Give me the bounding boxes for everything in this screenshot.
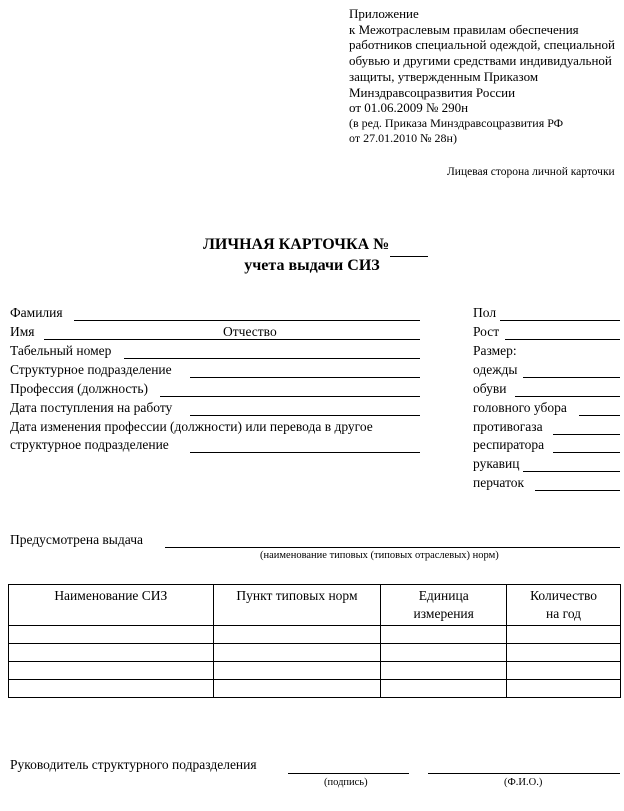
shoe-size-label: обуви: [473, 381, 507, 396]
headwear-size-field[interactable]: [579, 415, 620, 416]
full-name-field[interactable]: [428, 773, 620, 774]
table-cell[interactable]: [213, 644, 381, 662]
table-row: [9, 626, 621, 644]
gloves-size-label: перчаток: [473, 475, 525, 490]
table-cell[interactable]: [213, 662, 381, 680]
appendix-note: Приложение к Межотраслевым правилам обеспечения работников специальной одеждой, специальной обувью и другими средствами индивидуальной защиты, утвержденным Приказом Минздравсоцразвития России от 01.06.2009 № 290н: [349, 6, 615, 116]
height-label: Рост: [473, 324, 500, 339]
mittens-size-label: рукавиц: [473, 456, 520, 471]
col-header-norm-item-text: Пункт типовых норм: [236, 588, 358, 603]
table-cell[interactable]: [381, 626, 507, 644]
table-row: [9, 680, 621, 698]
table-cell[interactable]: [9, 644, 214, 662]
personnel-number-label: Табельный номер: [10, 343, 112, 358]
sex-field[interactable]: [500, 320, 620, 321]
sex-label: Пол: [473, 305, 497, 320]
col-header-siz-name-text: Наименование СИЗ: [54, 588, 168, 603]
table-cell[interactable]: [507, 644, 621, 662]
change-date-field[interactable]: [190, 452, 420, 453]
table-cell[interactable]: [213, 626, 381, 644]
card-title: ЛИЧНАЯ КАРТОЧКА №: [203, 236, 390, 253]
table-cell[interactable]: [507, 662, 621, 680]
table-row: [9, 662, 621, 680]
gas-mask-size-field[interactable]: [553, 434, 620, 435]
respirator-size-field[interactable]: [553, 452, 620, 453]
col-header-norm-item: [213, 585, 381, 626]
col-header-unit-text: Единица измерения: [413, 588, 474, 621]
name-label: Имя: [10, 324, 35, 339]
table-cell[interactable]: [9, 626, 214, 644]
issuance-caption: (наименование типовых (типовых отраслевых) норм): [260, 550, 499, 561]
headwear-size-label: головного убора: [473, 400, 567, 415]
surname-label: Фамилия: [10, 305, 63, 320]
size-label: Размер:: [473, 343, 517, 358]
signature-field[interactable]: [288, 773, 409, 774]
table-header-row: [9, 585, 621, 626]
col-header-siz-name: [9, 585, 214, 626]
face-side-note: Лицевая сторона личной карточки: [447, 166, 615, 178]
table-cell[interactable]: [381, 680, 507, 698]
col-header-quantity-text: Количество на год: [530, 588, 598, 621]
amendment-note: (в ред. Приказа Минздравсоцразвития РФ от 27.01.2010 № 28н): [349, 116, 564, 145]
shoe-size-field[interactable]: [515, 396, 620, 397]
clothing-size-field[interactable]: [523, 377, 620, 378]
department-label: Структурное подразделение: [10, 362, 172, 377]
col-header-quantity: [507, 585, 621, 626]
table-cell[interactable]: [213, 680, 381, 698]
respirator-size-label: респиратора: [473, 437, 545, 452]
gloves-size-field[interactable]: [535, 490, 620, 491]
table-cell[interactable]: [381, 644, 507, 662]
hire-date-field[interactable]: [190, 415, 420, 416]
personnel-number-field[interactable]: [124, 358, 420, 359]
change-date-label-cont: структурное подразделение: [10, 437, 169, 452]
issuance-field[interactable]: [165, 547, 620, 548]
issuance-label: Предусмотрена выдача: [10, 532, 143, 547]
table-cell[interactable]: [507, 680, 621, 698]
mittens-size-field[interactable]: [523, 471, 620, 472]
table-cell[interactable]: [381, 662, 507, 680]
change-date-label: Дата изменения профессии (должности) или перевода в другое: [10, 419, 373, 434]
full-name-caption: (Ф.И.О.): [504, 777, 543, 788]
signature-caption: (подпись): [324, 777, 368, 788]
profession-label: Профессия (должность): [10, 381, 148, 396]
patronymic-label: Отчество: [223, 324, 277, 339]
table-row: [9, 644, 621, 662]
clothing-size-label: одежды: [473, 362, 518, 377]
col-header-unit: [381, 585, 507, 626]
hire-date-label: Дата поступления на работу: [10, 400, 173, 415]
surname-field[interactable]: [74, 320, 420, 321]
table-cell[interactable]: [507, 626, 621, 644]
siz-table: [8, 584, 621, 698]
table-cell[interactable]: [9, 680, 214, 698]
department-field[interactable]: [190, 377, 420, 378]
department-head-label: Руководитель структурного подразделения: [10, 757, 257, 772]
gas-mask-size-label: противогаза: [473, 419, 543, 434]
table-cell[interactable]: [9, 662, 214, 680]
height-field[interactable]: [505, 339, 620, 340]
profession-field[interactable]: [160, 396, 420, 397]
card-subtitle: учета выдачи СИЗ: [244, 257, 380, 274]
